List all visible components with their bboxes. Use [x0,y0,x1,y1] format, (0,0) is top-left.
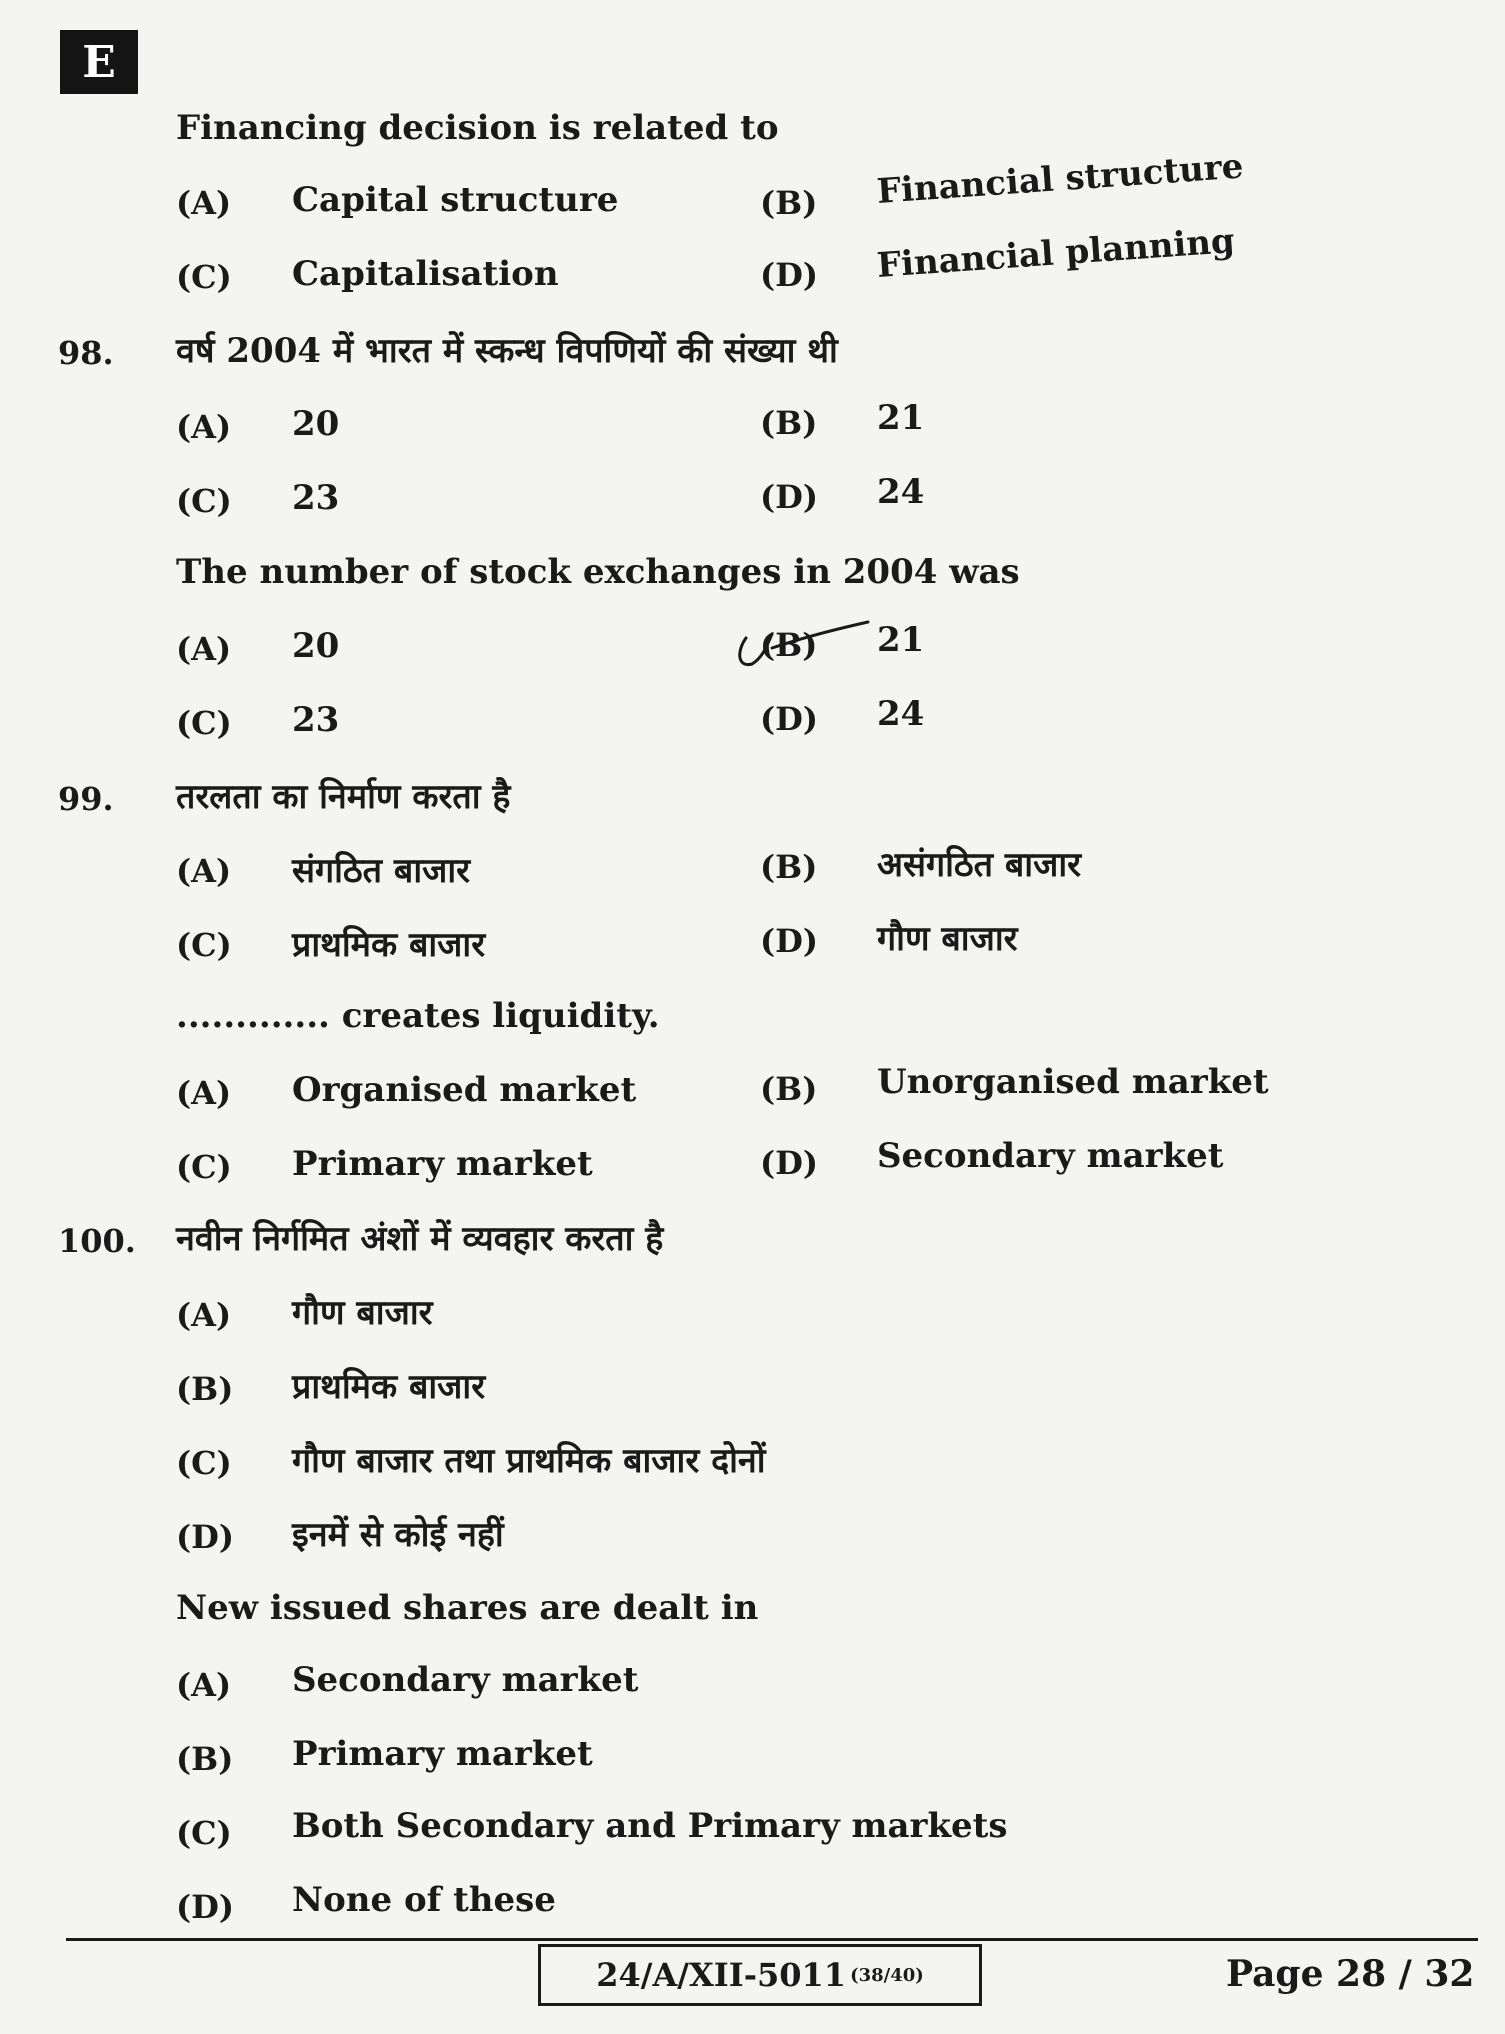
q97-stem-en: Financing decision is related to [176,108,779,148]
q99-stem-en: ............. creates liquidity. [176,996,660,1036]
q99-en-option-c-text: Primary market [292,1144,593,1184]
q100-hi-option-a-letter: (A) [176,1296,232,1334]
q99-en-option-b-letter: (B) [760,1070,818,1108]
q98-en-option-b-letter: (B) [760,626,818,664]
q98-en-option-b-text: 21 [877,620,925,660]
q98-hi-option-c-letter: (C) [176,482,232,520]
q98-en-option-d-letter: (D) [760,700,819,738]
paper-code: 24/A/XII-5011 [596,1956,847,1994]
q97-option-b-text: Financial structure [875,146,1245,212]
q97-option-c-letter: (C) [176,258,232,296]
q100-en-option-b-letter: (B) [176,1740,234,1778]
q100-number: 100. [58,1222,136,1260]
q99-en-option-a-letter: (A) [176,1074,232,1112]
q100-en-option-c-text: Both Secondary and Primary markets [292,1806,1008,1846]
footer-rule [66,1938,1478,1941]
q97-option-b-letter: (B) [760,184,818,222]
q98-hi-option-b-letter: (B) [760,404,818,442]
q98-hi-option-c-text: 23 [292,478,340,518]
q100-en-option-b-text: Primary market [292,1734,593,1774]
q99-hi-option-c-text: प्राथमिक बाजार [292,925,486,965]
q98-stem-en: The number of stock exchanges in 2004 was [176,552,1020,592]
q100-stem-en: New issued shares are dealt in [176,1588,759,1628]
q98-en-option-a-text: 20 [292,626,340,666]
q100-hi-option-b-text: प्राथमिक बाजार [292,1367,486,1407]
q98-en-option-a-letter: (A) [176,630,232,668]
q98-en-option-c-text: 23 [292,700,340,740]
q99-stem-hi: तरलता का निर्माण करता है [176,777,511,817]
q97-option-c-text: Capitalisation [292,254,559,294]
q100-en-option-a-letter: (A) [176,1666,232,1704]
q97-option-a-letter: (A) [176,184,232,222]
q98-hi-option-d-text: 24 [877,472,925,512]
q100-en-option-a-text: Secondary market [292,1660,639,1700]
page-number: Page 28 / 32 [1226,1953,1475,1995]
q97-option-d-letter: (D) [760,256,819,294]
q100-hi-option-d-text: इनमें से कोई नहीं [292,1515,504,1555]
q99-hi-option-d-text: गौण बाजार [877,919,1018,959]
paper-code-box [538,1944,982,2006]
q99-hi-option-b-letter: (B) [760,848,818,886]
q98-hi-option-d-letter: (D) [760,478,819,516]
q100-en-option-c-letter: (C) [176,1814,232,1852]
q98-en-option-c-letter: (C) [176,704,232,742]
q98-hi-option-a-text: 20 [292,404,340,444]
q100-en-option-d-letter: (D) [176,1888,235,1926]
q99-hi-option-a-letter: (A) [176,852,232,890]
q98-number: 98. [58,334,114,372]
handwritten-tick-mark [732,618,872,674]
q100-en-option-d-text: None of these [292,1880,556,1920]
q99-hi-option-c-letter: (C) [176,926,232,964]
q99-hi-option-b-text: असंगठित बाजार [877,845,1082,885]
q99-en-option-b-text: Unorganised market [877,1062,1269,1102]
q97-option-a-text: Capital structure [292,180,619,220]
q98-hi-option-b-text: 21 [877,398,925,438]
q100-hi-option-a-text: गौण बाजार [292,1293,433,1333]
q99-en-option-a-text: Organised market [292,1070,637,1110]
q100-hi-option-c-letter: (C) [176,1444,232,1482]
q100-hi-option-c-text: गौण बाजार तथा प्राथमिक बाजार दोनों [292,1441,766,1481]
q100-stem-hi: नवीन निर्गमित अंशों में व्यवहार करता है [176,1219,664,1259]
q99-hi-option-d-letter: (D) [760,922,819,960]
q99-number: 99. [58,780,114,818]
q98-stem-hi: वर्ष 2004 में भारत में स्कन्ध विपणियों की संख्या थी [176,331,838,371]
q99-en-option-c-letter: (C) [176,1148,232,1186]
q99-en-option-d-text: Secondary market [877,1136,1224,1176]
series-badge: E [60,30,138,94]
q99-hi-option-a-text: संगठित बाजार [292,851,471,891]
q100-hi-option-d-letter: (D) [176,1518,235,1556]
q97-option-d-text: Financial planning [875,221,1237,286]
q98-en-option-d-text: 24 [877,694,925,734]
q100-hi-option-b-letter: (B) [176,1370,234,1408]
paper-code-suffix: (38/40) [850,1964,924,1986]
q98-hi-option-a-letter: (A) [176,408,232,446]
q99-en-option-d-letter: (D) [760,1144,819,1182]
